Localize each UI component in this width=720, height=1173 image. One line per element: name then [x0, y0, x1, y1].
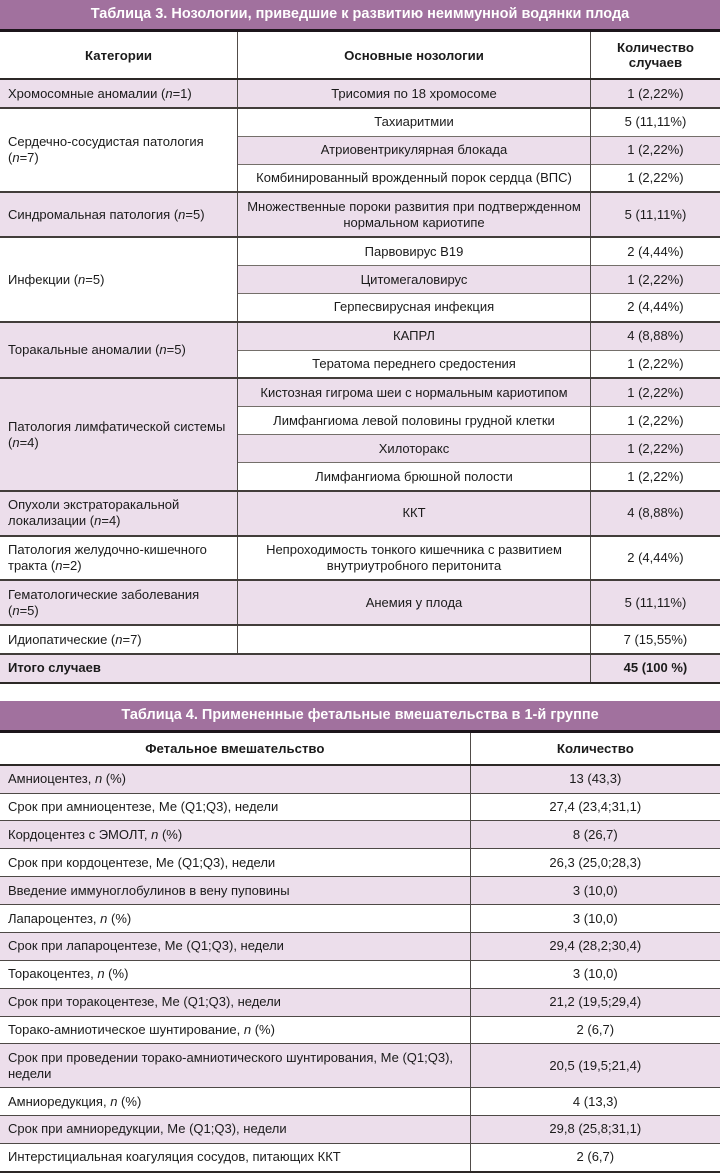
table-row: [0, 237, 720, 265]
table-row: [0, 793, 720, 821]
table-row: [0, 625, 720, 654]
value-cell: 2 (6,7): [470, 1143, 720, 1171]
col-header-case-count: Количество случаев: [590, 32, 720, 79]
value-cell: 3 (10,0): [470, 960, 720, 988]
table4: [0, 733, 720, 1173]
value-cell: 8 (26,7): [470, 821, 720, 849]
value-cell: 4 (13,3): [470, 1088, 720, 1116]
intervention-cell: Срок при амниоцентезе, Ме (Q1;Q3), недели: [0, 793, 470, 821]
table-row: [0, 192, 720, 237]
intervention-cell: Интерстициальная коагуляция сосудов, питающих ККТ: [0, 1143, 470, 1171]
col-header-intervention: Фетальное вмешательство: [0, 733, 470, 765]
nosology-cell: Анемия у плода: [238, 580, 591, 625]
category-cell: Хромосомные аномалии (n=1): [0, 79, 238, 108]
category-cell: Инфекции (n=5): [0, 237, 238, 322]
value-cell: 2 (6,7): [470, 1016, 720, 1044]
count-cell: 1 (2,22%): [590, 378, 720, 406]
table3-total-row: [0, 654, 720, 683]
intervention-cell: Амниоцентез, n (%): [0, 765, 470, 793]
value-cell: 20,5 (19,5;21,4): [470, 1044, 720, 1088]
nosology-cell: Комбинированный врожденный порок сердца (ВПС): [238, 164, 591, 192]
nosology-cell: Хилоторакс: [238, 435, 591, 463]
table-row: [0, 1044, 720, 1088]
intervention-cell: Срок при амниоредукции, Ме (Q1;Q3), недели: [0, 1115, 470, 1143]
category-cell: Опухоли экстраторакальной локализации (n=4): [0, 491, 238, 536]
nosology-cell: Кистозная гигрома шеи с нормальным кариотипом: [238, 378, 591, 406]
total-label-cell: Итого случаев: [0, 654, 590, 683]
tables-gap: [0, 684, 720, 701]
nosology-cell: Лимфангиома левой половины грудной клетки: [238, 407, 591, 435]
table-row: [0, 960, 720, 988]
nosology-cell: Герпесвирусная инфекция: [238, 293, 591, 321]
table-row: [0, 932, 720, 960]
value-cell: 26,3 (25,0;28,3): [470, 849, 720, 877]
category-cell: Синдромальная патология (n=5): [0, 192, 238, 237]
count-cell: 7 (15,55%): [590, 625, 720, 654]
intervention-cell: Срок при кордоцентезе, Ме (Q1;Q3), недели: [0, 849, 470, 877]
category-cell: Патология желудочно-кишечного тракта (n=2): [0, 536, 238, 581]
nosology-cell: КАПРЛ: [238, 322, 591, 350]
value-cell: 27,4 (23,4;31,1): [470, 793, 720, 821]
count-cell: 1 (2,22%): [590, 463, 720, 491]
table-row: [0, 905, 720, 933]
col-header-quantity: Количество: [470, 733, 720, 765]
nosology-cell: ККТ: [238, 491, 591, 536]
table-row: [0, 765, 720, 793]
col-header-categories: Категории: [0, 32, 238, 79]
table3-body: [0, 79, 720, 683]
nosology-cell: Множественные пороки развития при подтвержденном нормальном кариотипе: [238, 192, 591, 237]
nosology-cell: Непроходимость тонкого кишечника с развитием внутриутробного перитонита: [238, 536, 591, 581]
intervention-cell: Срок при торакоцентезе, Ме (Q1;Q3), недели: [0, 988, 470, 1016]
category-cell: Сердечно-сосудистая патология (n=7): [0, 108, 238, 193]
count-cell: 1 (2,22%): [590, 136, 720, 164]
value-cell: 29,4 (28,2;30,4): [470, 932, 720, 960]
intervention-cell: Срок при лапароцентезе, Ме (Q1;Q3), недели: [0, 932, 470, 960]
table-row: [0, 1143, 720, 1171]
count-cell: 5 (11,11%): [590, 580, 720, 625]
table-row: [0, 988, 720, 1016]
value-cell: 13 (43,3): [470, 765, 720, 793]
table4-title: Таблица 4. Примененные фетальные вмешательства в 1-й группе: [0, 701, 720, 733]
table-row: [0, 580, 720, 625]
table-row: [0, 378, 720, 406]
intervention-cell: Торако-амниотическое шунтирование, n (%): [0, 1016, 470, 1044]
table4-header: [0, 733, 720, 765]
intervention-cell: Введение иммуноглобулинов в вену пуповины: [0, 877, 470, 905]
count-cell: 1 (2,22%): [590, 407, 720, 435]
intervention-cell: Кордоцентез с ЭМОЛТ, n (%): [0, 821, 470, 849]
table-row: [0, 491, 720, 536]
nosology-cell: Трисомия по 18 хромосоме: [238, 79, 591, 108]
count-cell: 1 (2,22%): [590, 435, 720, 463]
table4-section: [0, 701, 720, 1173]
table-row: [0, 1016, 720, 1044]
table-row: [0, 322, 720, 350]
table3-title: Таблица 3. Нозологии, приведшие к развитию неиммунной водянки плода: [0, 0, 720, 32]
nosology-cell: Цитомегаловирус: [238, 266, 591, 294]
category-cell: Патология лимфатической системы (n=4): [0, 378, 238, 490]
category-cell: Гематологические заболевания (n=5): [0, 580, 238, 625]
nosology-cell: Тератома переднего средостения: [238, 350, 591, 378]
count-cell: 1 (2,22%): [590, 266, 720, 294]
count-cell: 4 (8,88%): [590, 322, 720, 350]
table-row: [0, 877, 720, 905]
table3: [0, 32, 720, 684]
total-count-cell: 45 (100 %): [590, 654, 720, 683]
count-cell: 5 (11,11%): [590, 108, 720, 136]
count-cell: 2 (4,44%): [590, 536, 720, 581]
nosology-cell: Парвовирус В19: [238, 237, 591, 265]
col-header-nosologies: Основные нозологии: [238, 32, 591, 79]
count-cell: 2 (4,44%): [590, 237, 720, 265]
table3-header: [0, 32, 720, 79]
count-cell: 2 (4,44%): [590, 293, 720, 321]
count-cell: 1 (2,22%): [590, 79, 720, 108]
table-row: [0, 108, 720, 136]
table-row: [0, 821, 720, 849]
category-cell: Торакальные аномалии (n=5): [0, 322, 238, 379]
table4-body: [0, 765, 720, 1172]
count-cell: 4 (8,88%): [590, 491, 720, 536]
nosology-cell: Тахиаритмии: [238, 108, 591, 136]
count-cell: 5 (11,11%): [590, 192, 720, 237]
nosology-cell: Атриовентрикулярная блокада: [238, 136, 591, 164]
table4-header-row: [0, 733, 720, 765]
value-cell: 3 (10,0): [470, 877, 720, 905]
intervention-cell: Амниоредукция, n (%): [0, 1088, 470, 1116]
value-cell: 3 (10,0): [470, 905, 720, 933]
table-row: [0, 1115, 720, 1143]
table-row: [0, 849, 720, 877]
table-row: [0, 79, 720, 108]
nosology-cell: [238, 625, 591, 654]
intervention-cell: Торакоцентез, n (%): [0, 960, 470, 988]
nosology-cell: Лимфангиома брюшной полости: [238, 463, 591, 491]
table3-header-row: [0, 32, 720, 79]
table-row: [0, 1088, 720, 1116]
count-cell: 1 (2,22%): [590, 164, 720, 192]
table-row: [0, 536, 720, 581]
intervention-cell: Срок при проведении торако-амниотического шунтирования, Ме (Q1;Q3), недели: [0, 1044, 470, 1088]
intervention-cell: Лапароцентез, n (%): [0, 905, 470, 933]
value-cell: 21,2 (19,5;29,4): [470, 988, 720, 1016]
count-cell: 1 (2,22%): [590, 350, 720, 378]
value-cell: 29,8 (25,8;31,1): [470, 1115, 720, 1143]
category-cell: Идиопатические (n=7): [0, 625, 238, 654]
